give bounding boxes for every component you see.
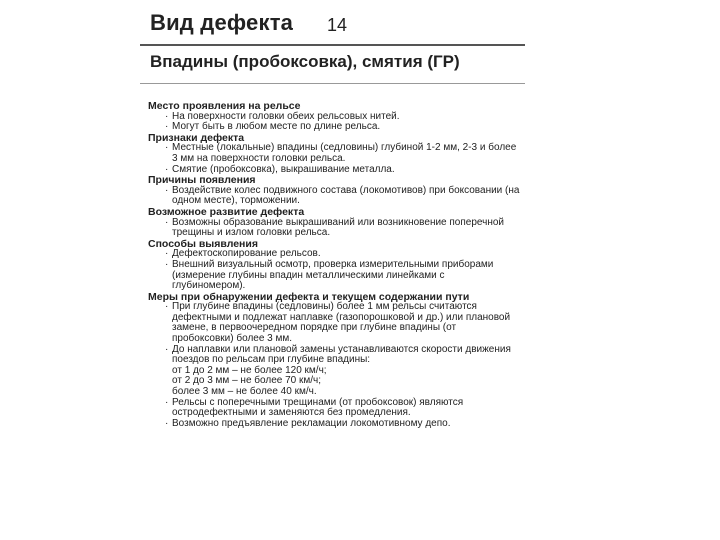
bullet-icon: · <box>165 110 169 122</box>
section-heading-detection: Способы выявления <box>148 237 258 250</box>
bullet-icon: · <box>165 163 169 175</box>
section-heading-causes: Причины появления <box>148 174 256 187</box>
bullet-icon: · <box>165 184 169 196</box>
list-item: · До наплавки или плановой замены устанавливаются скорости движения поездов по рельсам при глубине впадины: <box>165 343 511 366</box>
bullet-icon: · <box>165 301 169 313</box>
list-item: · При глубине впадины (седловины) более 1 мм рельсы считаются дефектными и подлежат наплавке (газопорошковой и др.) или плановой замене, в первоочередном порядке при глубине впадины (от пробоксовки) более 3 мм. <box>165 301 511 345</box>
page-number: 14 <box>327 15 348 35</box>
list-item: · Смятие (пробоксовка), выкрашивание металла. <box>165 163 395 175</box>
list-item: · На поверхности головки обеих рельсовых нитей. <box>165 110 400 122</box>
subtitle-divider <box>140 83 525 84</box>
section-heading-signs: Признаки дефекта <box>148 131 245 144</box>
bullet-icon: · <box>165 121 169 133</box>
page-title: Вид дефекта <box>150 10 294 35</box>
section-heading-location: Место проявления на рельсе <box>148 100 301 112</box>
bullet-icon: · <box>165 258 169 270</box>
defect-description <box>148 101 520 429</box>
list-item: · Местные (локальные) впадины (седловины) глубиной 1-2 мм, 2-3 и более 3 мм на поверхности головки рельса. <box>165 142 517 164</box>
list-item: · Воздействие колес подвижного состава (локомотивов) при боксовании (на одном месте), торможении. <box>165 184 520 207</box>
speed-limit-line: более 3 мм – не более 40 км/ч. <box>172 386 317 398</box>
bullet-icon: · <box>165 142 169 154</box>
list-item: · Возможно предъявление рекламации локомотивному депо. <box>165 417 451 429</box>
speed-limit-line: от 2 до 3 мм – не более 70 км/ч; <box>172 375 322 387</box>
list-item: · Возможны образование выкрашиваний или возникновение поперечной трещины и излом головки рельса. <box>165 216 505 239</box>
list-item: · Могут быть в любом месте по длине рельса. <box>165 121 381 133</box>
bullet-icon: · <box>165 343 169 355</box>
bullet-icon: · <box>165 417 169 429</box>
bullet-icon: · <box>165 248 169 260</box>
list-item: · Дефектоскопирование рельсов. <box>165 248 321 260</box>
bullet-icon: · <box>165 396 169 408</box>
title-divider <box>140 44 525 46</box>
section-heading-measures: Меры при обнаружении дефекта и текущем содержании пути <box>148 290 470 303</box>
list-item: · Внешний визуальный осмотр, проверка измерительными приборами (измерение глубины впадин металлическими линейками с глубиномером). <box>165 258 494 292</box>
speed-limit-line: от 1 до 2 мм – не более 120 км/ч; <box>172 364 327 376</box>
defect-subtitle: Впадины (пробоксовка), смятия (ГР) <box>150 52 460 71</box>
list-item: · Рельсы с поперечными трещинами (от пробоксовок) являются остродефектными и заменяются без промедления. <box>165 396 464 419</box>
section-heading-development: Возможное развитие дефекта <box>148 205 305 218</box>
bullet-icon: · <box>165 216 169 228</box>
